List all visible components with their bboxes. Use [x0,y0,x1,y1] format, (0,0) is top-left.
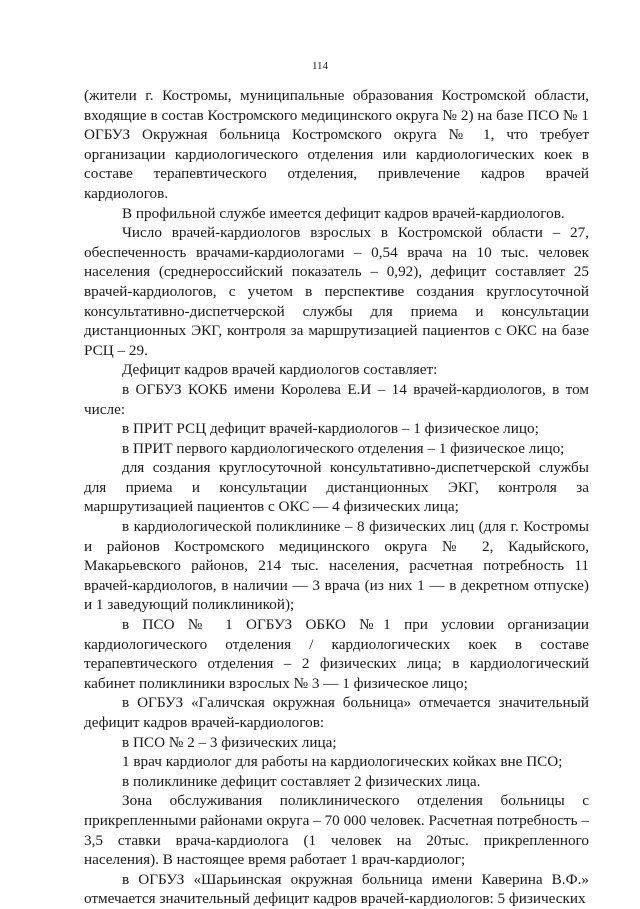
paragraph: Дефицит кадров врачей кардиологов составляет: [122,361,438,379]
paragraph: Зона обслуживания поликлинического отделения больницы с прикрепленными районами округа – 70 000 человек. Расчетная потребность – 3,5 ставки врача-кардиолога (1 человек на 20тыс. прикрепленного населения). В настоящее время работает 1 врач-кардиолог; [84,792,589,869]
paragraph: в ОГБУЗ КОКБ имени Королева Е.И – 14 врачей-кардиологов, в том числе: [84,380,589,418]
paragraph: Число врачей-кардиологов взрослых в Костромской области – 27, обеспеченность врачами-кардиологами – 0,54 врача на 10 тыс. человек населения (среднероссийский показатель – 0,92), дефицит составляет 25 врачей-кардиологов, с учетом в перспективе создания круглосуточной консультативно-диспетчерской службы для приема и консультации дистанционных ЭКГ, контроля за маршрутизацией пациентов с ОКС на базе РСЦ – 29. [84,224,589,359]
paragraph: в ПСО № 2 – 3 физических лица; [122,733,337,751]
paragraph: 1 врач кардиолог для работы на кардиологических койках вне ПСО; [122,753,563,771]
paragraph: в кардиологической поликлинике – 8 физических лиц (для г. Костромы и районов Костромского медицинского округа № 2, Кадыйского, Макарьевского районов, 214 тыс. населения, расчетная потребность 11 врачей-кардиологов, в наличии — 3 врача (из них 1 — в декретном отпуске) и 1 заведующий поликлиникой); [84,518,589,614]
paragraph: в ОГБУЗ «Шарьинская окружная больница имени Каверина В.Ф.» отмечается значительный дефицит кадров врачей-кардиологов: 5 физических [84,870,589,908]
page-number: 114 [311,60,329,72]
paragraph: в ПСО № 1 ОГБУЗ ОБКО №1 при условии организации кардиологического отделения / кардиологических коек в составе терапевтического отделения – 2 физических лица; в кардиологический кабинет поликлиники взрослых № 3 — 1 физическое лицо; [84,616,589,692]
paragraph: в поликлинике дефицит составляет 2 физических лица. [122,772,481,790]
paragraph: (жители г. Костромы, муниципальные образования Костромской области, входящие в состав Костромского медицинского округа № 2) на базе ПСО № 1 ОГБУЗ Окружная больница Костромского округа № 1, что требует организации кардиологического отделения или кардиологических коек в составе терапевтического отделения, привлечение кадров врачей кардиологов. [84,87,589,202]
body-text [84,86,589,909]
paragraph: для создания круглосуточной консультативно-диспетчерской службы для приема и консультации дистанционных ЭКГ, контроля за маршрутизацией пациентов с ОКС — 4 физических лица; [84,459,589,516]
paragraph: в ПРИТ первого кардиологического отделения – 1 физическое лицо; [122,439,565,457]
paragraph: в ОГБУЗ «Галичская окружная больница» отмечается значительный дефицит кадров врачей-кардиологов: [84,694,589,731]
paragraph: В профильной службе имеется дефицит кадров врачей-кардиологов. [122,204,565,222]
paragraph: в ПРИТ РСЦ дефицит врачей-кардиологов – 1 физическое лицо; [122,420,539,438]
